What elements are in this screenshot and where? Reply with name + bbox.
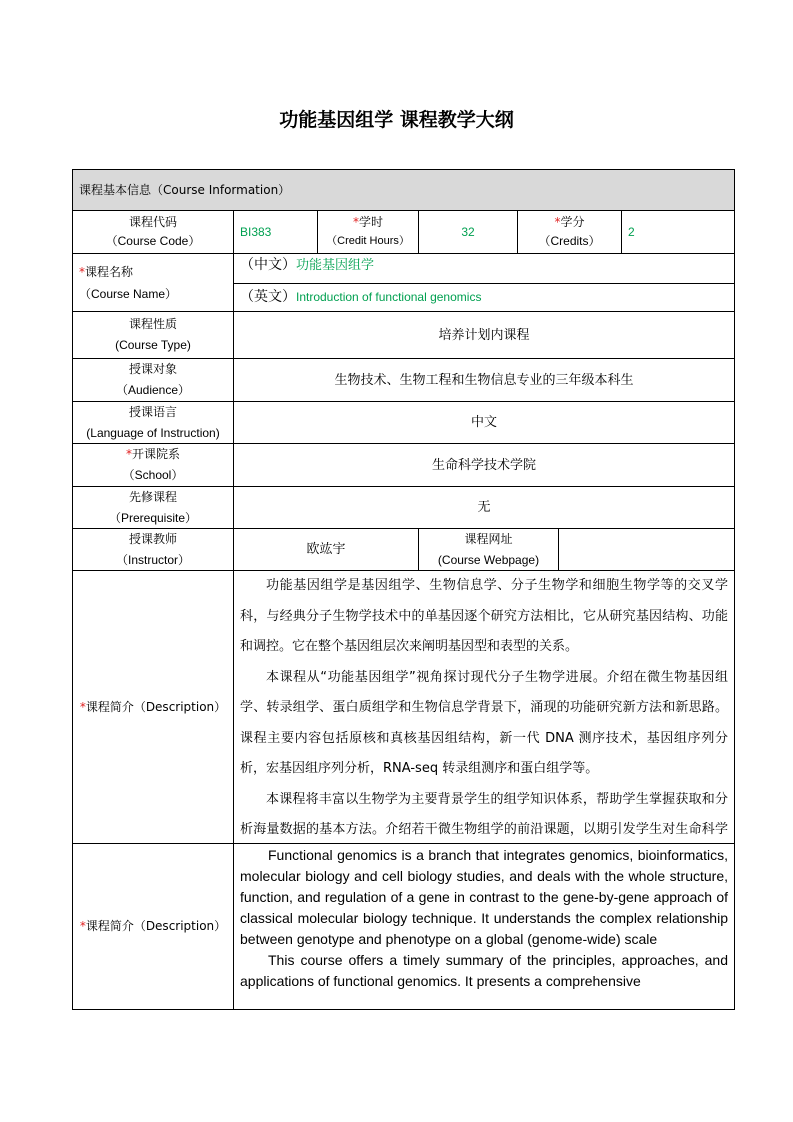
course-type-value (233, 311, 735, 359)
required-mark: * (125, 447, 132, 461)
credit-hours-label-en: （Credit Hours） (326, 235, 410, 247)
description-cn-paragraph: 功能基因组学是基因组学、生物信息学、分子生物学和细胞生物学等的交叉学科，与经典分子生物学技术中的单基因逐个研究方法相比，它从研究基因结构、功能和调控。它在整个基因组层次来阐明基因型和表型的关系。 (240, 578, 728, 654)
prerequisite-label-cn: 先修课程 (128, 489, 177, 504)
school-label-cn: 开课院系 (131, 447, 180, 461)
language-label (72, 401, 234, 444)
course-type-label-cn: 课程性质 (128, 317, 177, 331)
audience-label (72, 358, 234, 402)
webpage-label-en: (Course Webpage) (437, 552, 540, 567)
description-en-paragraph: Functional genomics is a branch that integrates genomics, bioinformatics, molecular biology and cell biology studies, and deals with the whole structure, function, and regulation of a gene in contrast to the gene-by-gene approach of classical molecular biology technique. It understands the complex relationship between genotype and phenotype on a global (genome-wide) scale (240, 847, 728, 947)
section-header-text: 课程基本信息（Course Information） (79, 182, 291, 197)
description-en-label (72, 843, 234, 1010)
credits-value (621, 210, 735, 254)
credit-hours-value (418, 210, 518, 254)
credits-label-en: （Credits） (538, 234, 601, 248)
instructor-label-en: （Instructor） (115, 552, 191, 567)
course-code-text: BI383 (240, 224, 272, 239)
description-en-paragraph: This course offers a timely summary of the principles, approaches, and applications of functional genomics. It presents a comprehensive (240, 952, 728, 989)
credit-hours-text: 32 (461, 224, 475, 239)
course-code-label (72, 210, 234, 254)
course-name-label-cn: 课程名称 (85, 264, 134, 279)
course-name-label-en: （Course Name） (79, 286, 178, 301)
required-mark: * (554, 215, 561, 229)
audience-value (233, 358, 735, 402)
course-name-en-value: Introduction of functional genomics (296, 290, 482, 304)
audience-label-en: （Audience） (115, 383, 191, 397)
course-type-label (72, 311, 234, 359)
webpage-label (418, 528, 559, 571)
credits-label-cn: 学分 (560, 215, 585, 229)
language-label-cn: 授课语言 (128, 404, 177, 419)
required-mark: * (79, 264, 85, 279)
course-name-cn (233, 253, 735, 284)
description-en (233, 843, 735, 1010)
prerequisite-value (233, 486, 735, 529)
credits-text: 2 (628, 224, 635, 239)
course-name-en (233, 283, 735, 312)
webpage-label-cn: 课程网址 (464, 531, 513, 546)
instructor-text: 欧竑宇 (306, 542, 346, 557)
page-title: 功能基因组学 课程教学大纲 (279, 109, 514, 131)
language-text: 中文 (470, 415, 497, 430)
course-code-label-cn: 课程代码 (128, 215, 177, 229)
description-cn-paragraph: 本课程将丰富以生物学为主要背景学生的组学知识体系，帮助学生掌握获取和分析海量数据的基本方法。介绍若干微生物组学的前沿课题，以期引发学生对生命科学 (240, 791, 728, 837)
description-cn (233, 570, 735, 844)
prerequisite-label (72, 486, 234, 529)
section-header (72, 169, 735, 211)
school-label (72, 443, 234, 487)
course-name-cn-prefix: （中文） (240, 257, 296, 273)
audience-text: 生物技术、生物工程和生物信息专业的三年级本科生 (334, 372, 634, 388)
description-label-text: 课程简介（Description） (85, 919, 227, 933)
course-name-en-prefix: （英文） (240, 289, 296, 305)
course-type-text: 培养计划内课程 (438, 327, 530, 343)
prerequisite-label-en: （Prerequisite） (108, 510, 198, 525)
prerequisite-text: 无 (477, 500, 491, 515)
credits-label (517, 210, 622, 254)
audience-label-cn: 授课对象 (128, 362, 177, 376)
course-code-value (233, 210, 318, 254)
description-cn-label (72, 570, 234, 844)
required-mark: * (352, 215, 359, 229)
instructor-label (72, 528, 234, 571)
school-label-en: （School） (122, 468, 184, 482)
course-name-cn-value: 功能基因组学 (296, 258, 375, 273)
webpage-value[interactable] (558, 528, 735, 571)
course-type-label-en: (Course Type) (115, 338, 191, 352)
required-mark: * (79, 919, 86, 933)
description-cn-paragraph: 本课程从“功能基因组学”视角探讨现代分子生物学进展。介绍在微生物基因组学、转录组学、蛋白质组学和生物信息学背景下，涌现的功能研究新方法和新思路。课程主要内容包括原核和真核基因组结构，新一代 DNA 测序技术，基因组序列分析，宏基因组序列分析，RNA-seq 转录组测序和蛋白组学等。 (240, 669, 728, 776)
course-name-label (72, 253, 234, 312)
language-value (233, 401, 735, 444)
instructor-label-cn: 授课教师 (128, 531, 177, 546)
required-mark: * (79, 699, 86, 714)
description-label-text: 课程简介（Description） (85, 699, 227, 714)
school-value (233, 443, 735, 487)
school-text: 生命科学技术学院 (431, 457, 536, 473)
course-code-label-en: （Course Code） (105, 234, 201, 248)
credit-hours-label-cn: 学时 (358, 215, 383, 229)
instructor-value (233, 528, 419, 571)
language-label-en: (Language of Instruction) (86, 425, 220, 440)
credit-hours-label (317, 210, 419, 254)
